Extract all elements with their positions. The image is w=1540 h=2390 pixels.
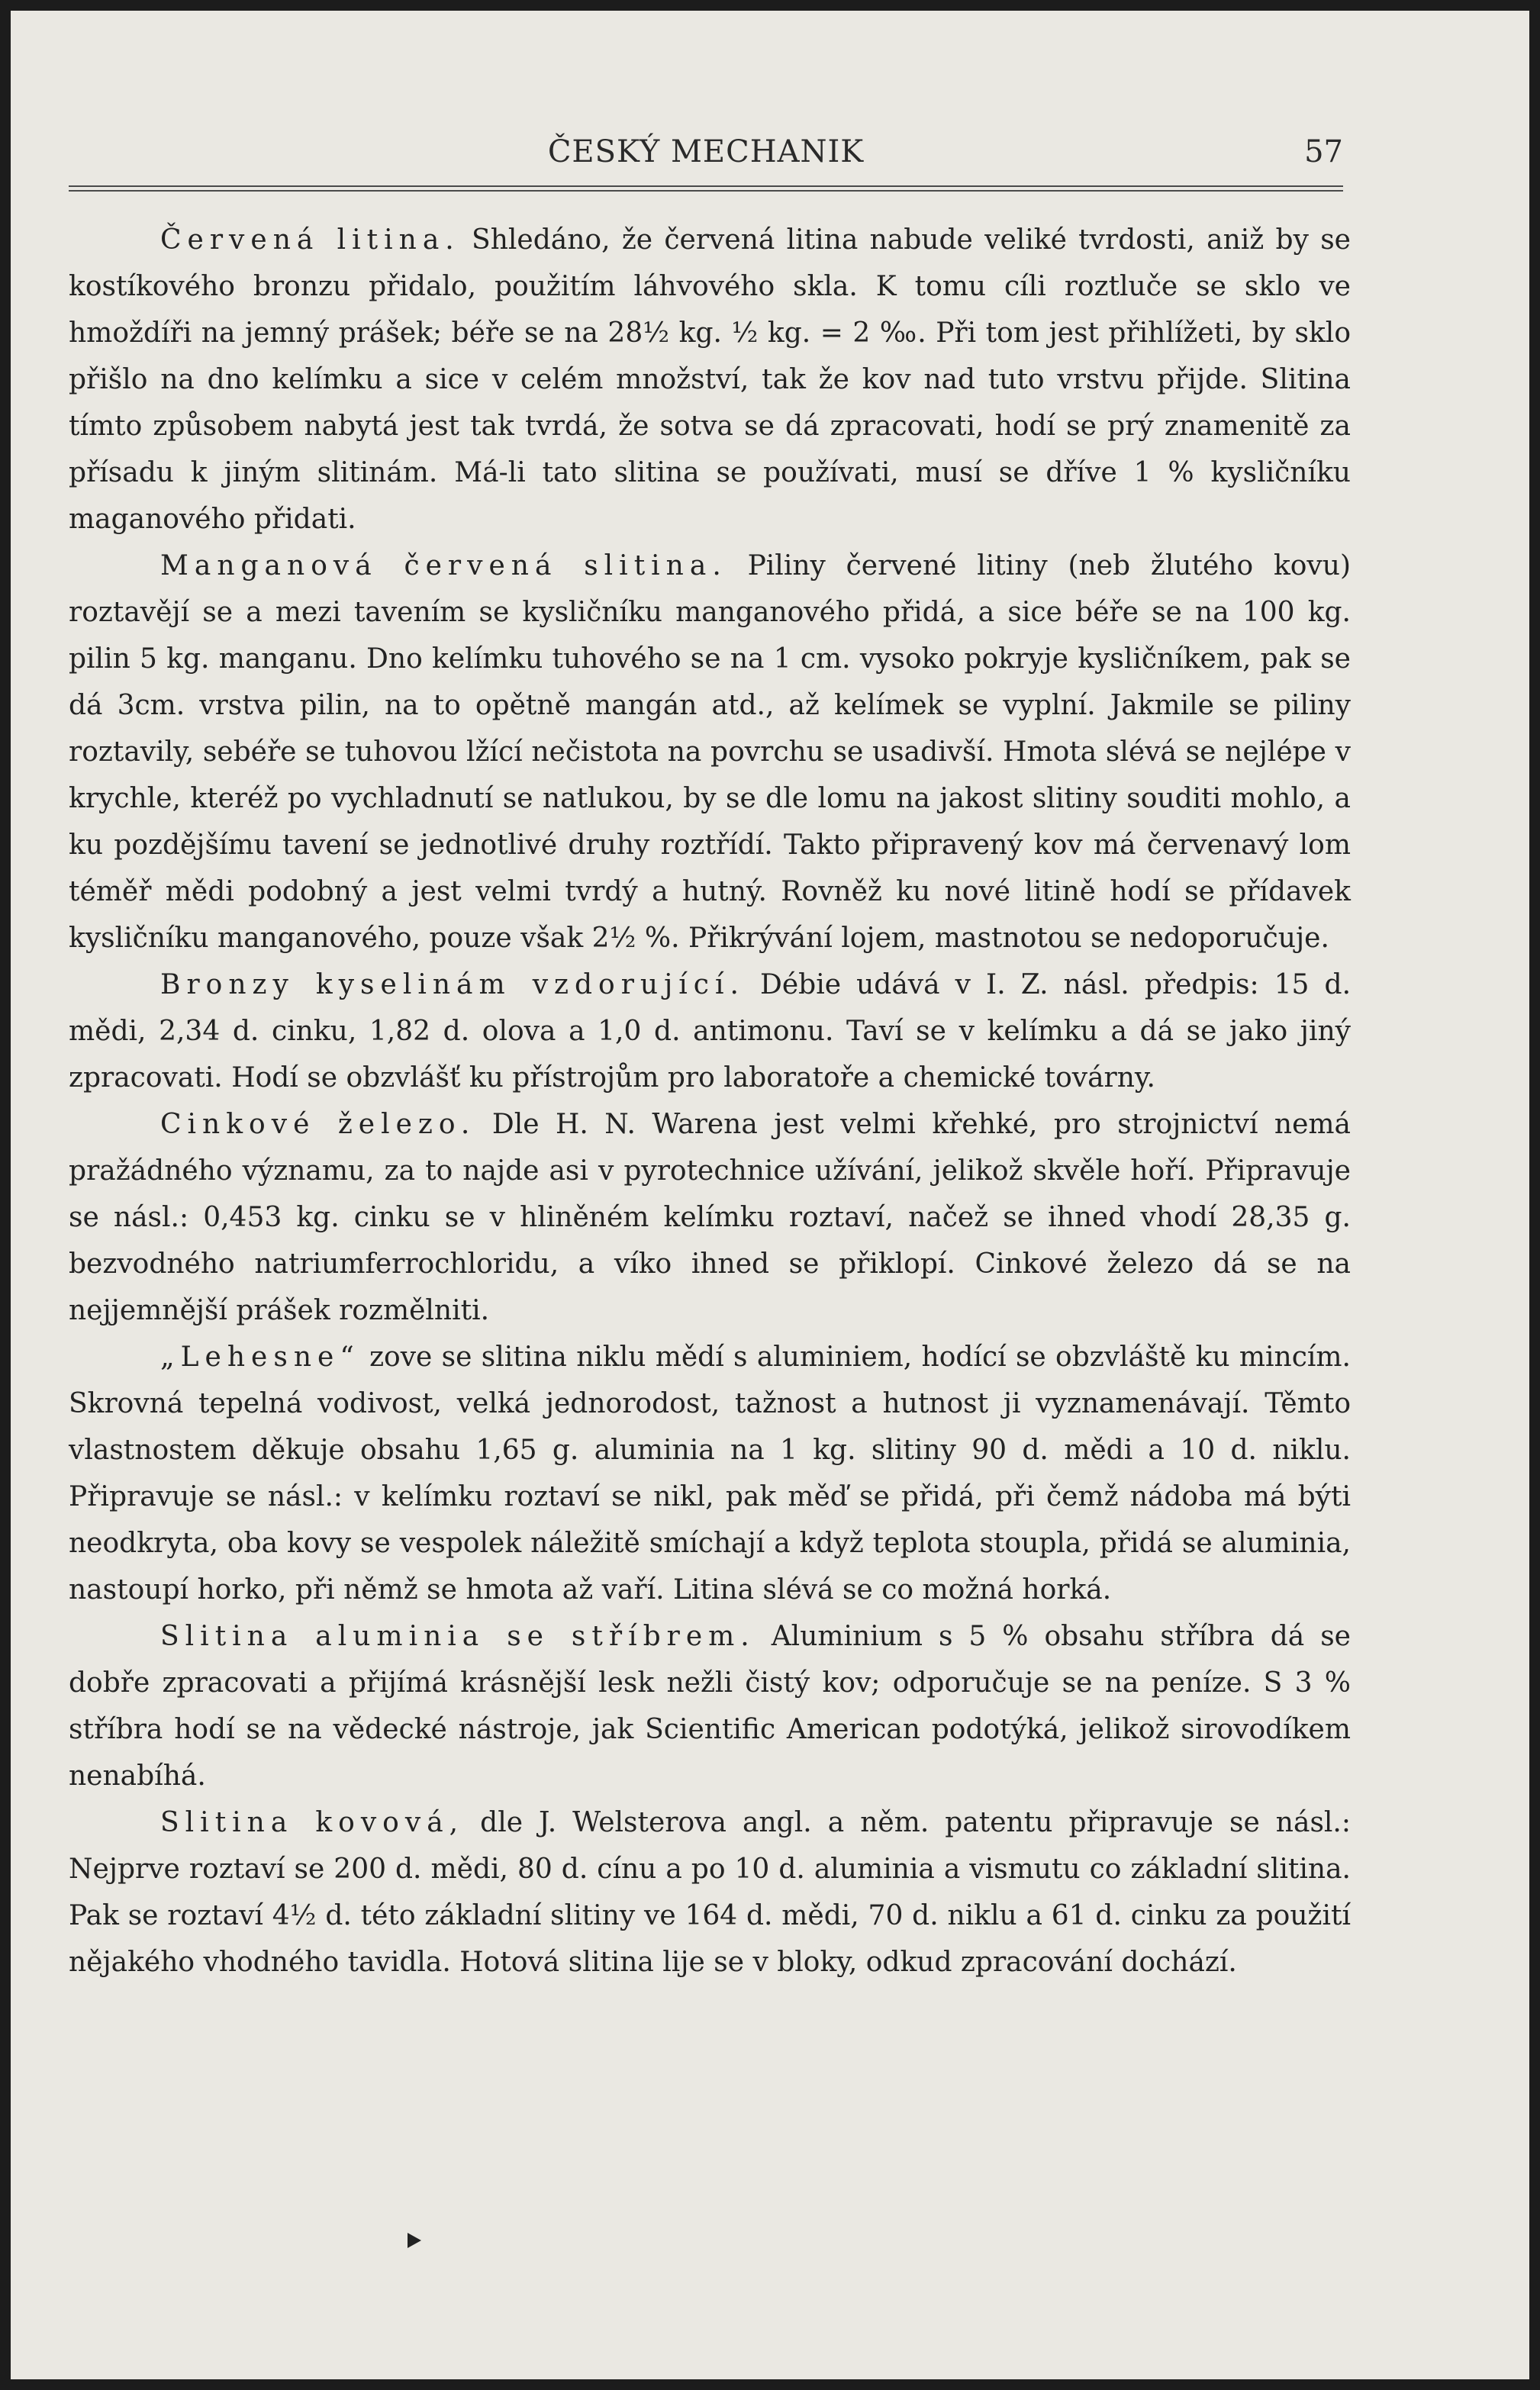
paragraph-text: Aluminium s 5 % obsahu stříbra dá se dobře zpracovati a přijímá krásnější lesk nežli čistý kov; odporučuje se na peníze. S 3 % stříbra hodí se na vědecké nástroje, jak Scientific American podotýká, jelikož sirovodíkem nenabíhá.: [69, 1621, 1351, 1792]
paragraph-bronzy: [69, 961, 1351, 1101]
paragraph-lehesne: [69, 1334, 1351, 1613]
paragraph-lead: Cinkové železo.: [160, 1109, 476, 1140]
paragraph-cervena-litina: [69, 217, 1351, 543]
page-number: 57: [1304, 134, 1343, 169]
header-rule: [69, 185, 1343, 192]
running-title: ČESKÝ MECHANIK: [547, 134, 865, 169]
paragraph-lead: Bronzy kyselinám vzdorující.: [160, 969, 745, 1000]
paragraph-lead: Červená litina.: [160, 224, 460, 256]
paragraph-manganova-slitina: [69, 543, 1351, 961]
paragraph-cinkove-zelezo: [69, 1101, 1351, 1334]
page: [11, 11, 1529, 2379]
paragraph-slitina-kovova: [69, 1799, 1351, 1986]
paragraph-lead: „Lehesne“: [160, 1342, 360, 1373]
paragraph-text: dle J. Welsterova angl. a něm. patentu připravuje se násl.: Nejprve roztaví se 200 d. mědi, 80 d. cínu a po 10 d. aluminia a vismutu co základní slitina. Pak se roztaví 4½ d. této základní slitiny ve 164 d. mědi, 70 d. niklu a 61 d. cinku za použití nějakého vhodného tavidla. Hotová slitina lije se v bloky, odkud zpracování dochází.: [69, 1807, 1351, 1978]
paragraph-text: zove se slitina niklu mědí s aluminiem, hodící se obzvláště ku mincím. Skrovná tepelná vodivost, velká jednorodost, tažnost a hutnost ji vyznamenávají. Těmto vlastnostem děkuje obsahu 1,65 g. aluminia na 1 kg. slitiny 90 d. mědi a 10 d. niklu. Připravuje se násl.: v kelímku roztaví se nikl, pak měď se přidá, při čemž nádoba má býti neodkryta, oba kovy se vespolek náležitě smíchají a když teplota stoupla, přidá se aluminia, nastoupí horko, při němž se hmota až vaří. Litina slévá se co možná horká.: [69, 1342, 1351, 1606]
paragraph-text: Shledáno, že červená litina nabude veliké tvrdosti, aniž by se kostíkového bronzu přidalo, použitím láhvového skla. K tomu cíli roztluče se sklo ve hmoždíři na jemný prášek; béře se na 28½ kg. ½ kg. = 2 ‰. Při tom jest přihlížeti, by sklo přišlo na dno kelímku a sice v celém množství, tak že kov nad tuto vrstvu přijde. Slitina tímto způsobem nabytá jest tak tvrdá, že sotva se dá zpracovati, hodí se prý znamenitě za přísadu k jiným slitinám. Má-li tato slitina se používati, musí se dříve 1 % kysličníku maganového přidati.: [69, 224, 1351, 535]
paragraph-lead: Slitina aluminia se stříbrem.: [160, 1621, 756, 1652]
paragraph-text: Dle H. N. Warena jest velmi křehké, pro strojnictví nemá pražádného významu, za to najde asi v pyrotechnice užívání, jelikož skvěle hoří. Připravuje se násl.: 0,453 kg. cinku se v hliněném kelímku roztaví, načež se ihned vhodí 28,35 g. bezvodného natriumferrochloridu, a víko ihned se přiklopí. Cinkové železo dá se na nejjemnější prášek rozmělniti.: [69, 1109, 1352, 1326]
paragraph-aluminium-stribro: [69, 1613, 1351, 1799]
paragraph-text: Débie udává v I. Z. násl. předpis: 15 d. mědi, 2,34 d. cinku, 1,82 d. olova a 1,0 d. antimonu. Taví se v kelímku a dá se jako jiný zpracovati. Hodí se obzvlášť ku přístrojům pro laboratoře a chemické továrny.: [69, 969, 1352, 1094]
paragraph-text: Piliny červené litiny (neb žlutého kovu) roztavějí se a mezi tavením se kysličníku manganového přidá, a sice béře se na 100 kg. pilin 5 kg. manganu. Dno kelímku tuhového se na 1 cm. vysoko pokryje kysličníkem, pak se dá 3cm. vrstva pilin, na to opětně mangán atd., až kelímek se vyplní. Jakmile se piliny roztavily, sebéře se tuhovou lžící nečistota na povrchu se usadivší. Hmota slévá se nejlépe v krychle, kteréž po vychladnutí se natlukou, by se dle lomu na jakost slitiny souditi mohlo, a ku pozdějšímu tavení se jednotlivé druhy roztřídí. Takto připravený kov má červenavý lom téměř mědi podobný a jest velmi tvrdý a hutný. Rovněž ku nové litině hodí se přídavek kysličníku manganového, pouze však 2½ %. Přikrývání lojem, mastnotou se nedoporučuje.: [69, 550, 1351, 954]
page-header: [69, 134, 1343, 179]
paragraph-lead: Slitina kovová,: [160, 1807, 465, 1838]
article-body: [69, 217, 1351, 1986]
paragraph-lead: Manganová červená slitina.: [160, 550, 727, 581]
ink-mark-icon: [408, 2233, 421, 2248]
